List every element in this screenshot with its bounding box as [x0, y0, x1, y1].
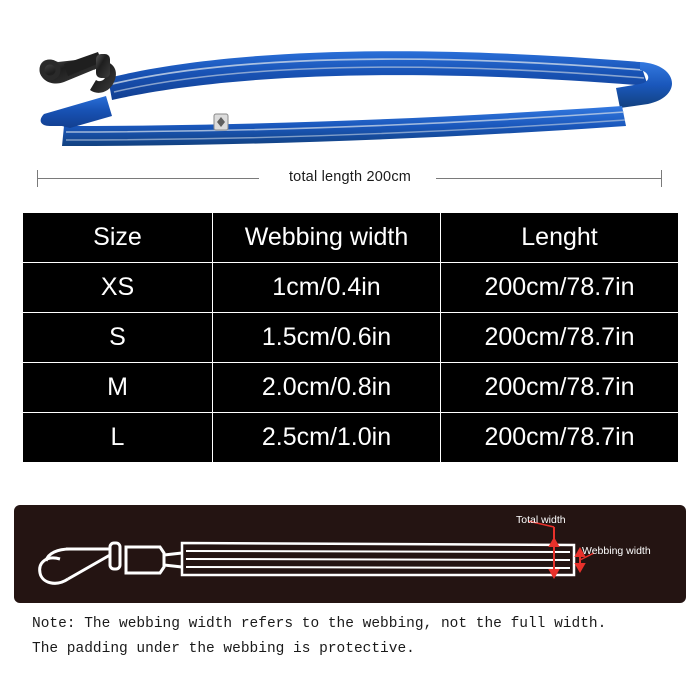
diagram-strap [182, 543, 574, 575]
table-row [23, 413, 679, 463]
leash-illustration [0, 0, 700, 160]
notes-block [32, 612, 672, 662]
dimension-caption: total length 200cm [288, 169, 412, 185]
leash-end-fold [41, 96, 112, 128]
note-line-2: The padding under the webbing is protective. [32, 641, 415, 657]
spec-table [22, 212, 679, 463]
cell-size: L [23, 413, 213, 463]
cell-webbing-width: 1.5cm/0.6in [213, 313, 441, 363]
metal-clasp [40, 52, 116, 93]
product-photo [0, 0, 700, 160]
cell-size: M [23, 363, 213, 413]
cell-size: S [23, 313, 213, 363]
table-header-length: Lenght [441, 213, 679, 263]
total-width-label: Total width [516, 514, 566, 526]
table-row [23, 263, 679, 313]
diagram-clasp-icon [40, 543, 182, 583]
cell-webbing-width: 2.0cm/0.8in [213, 363, 441, 413]
note-line-1: Note: The webbing width refers to the webbing, not the full width. [32, 616, 607, 632]
cell-webbing-width: 2.5cm/1.0in [213, 413, 441, 463]
cell-length: 200cm/78.7in [441, 313, 679, 363]
dimension-line-right [436, 178, 661, 179]
cell-length: 200cm/78.7in [441, 413, 679, 463]
cell-webbing-width: 1cm/0.4in [213, 263, 441, 313]
table-header-row [23, 213, 679, 263]
table-header-webbing-width: Webbing width [213, 213, 441, 263]
table-row [23, 313, 679, 363]
table-header-size: Size [23, 213, 213, 263]
table-row [23, 363, 679, 413]
spec-table-wrapper [22, 212, 678, 463]
leash-charm [214, 114, 228, 130]
cell-size: XS [23, 263, 213, 313]
cell-length: 200cm/78.7in [441, 263, 679, 313]
dimension-cap-right [661, 170, 662, 187]
dimension-row [0, 160, 700, 200]
cell-length: 200cm/78.7in [441, 363, 679, 413]
webbing-width-label: Webbing width [582, 545, 651, 557]
